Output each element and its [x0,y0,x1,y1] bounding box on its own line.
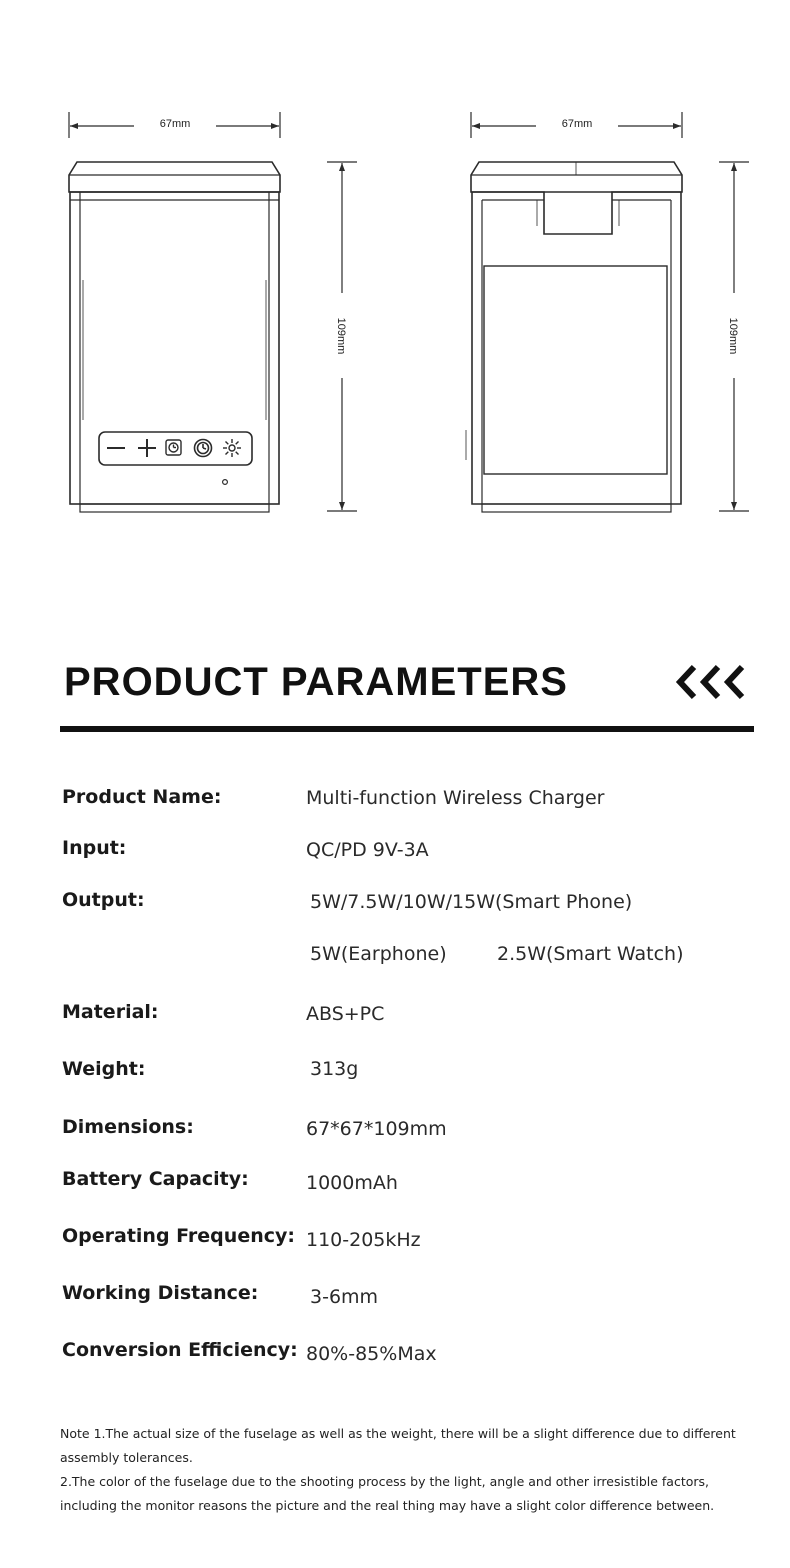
clock-icon [195,440,212,457]
title-divider [60,726,754,732]
triple-chevron-left-icon [676,663,756,703]
param-value-dimensions: 67*67*109mm [306,1118,447,1140]
param-value-input: QC/PD 9V-3A [306,839,429,861]
param-label-battery: Battery Capacity: [62,1168,249,1190]
param-value-output-phone: 5W/7.5W/10W/15W(Smart Phone) [310,891,633,913]
note-2: 2.The color of the fuselage due to the shooting process by the light, angle and other irresistible factors, including the monitor reasons the picture and the real thing may have a slight color difference between. [60,1474,715,1513]
param-value-output-earphone: 5W(Earphone) [310,943,447,965]
back-view-drawing [466,112,749,512]
alarm-clock-icon [166,440,181,455]
section-title: PRODUCT PARAMETERS [64,660,568,704]
param-label-material: Material: [62,1001,159,1023]
param-value-frequency: 110-205kHz [306,1229,421,1251]
param-value-output-watch: 2.5W(Smart Watch) [497,943,684,965]
param-label-distance: Working Distance: [62,1282,259,1304]
notes [60,1422,750,1518]
param-value-weight: 313g [310,1058,359,1080]
back-height-label: 109mm [727,317,739,355]
param-value-efficiency: 80%-85%Max [306,1343,437,1365]
plus-icon [138,439,156,457]
param-label-dimensions: Dimensions: [62,1116,194,1138]
front-width-label: 67mm [159,118,191,130]
param-label-product-name: Product Name: [62,786,222,808]
param-label-frequency: Operating Frequency: [62,1225,295,1247]
brightness-icon [223,439,241,457]
param-label-input: Input: [62,837,127,859]
note-1: Note 1.The actual size of the fuselage as well as the weight, there will be a slight difference due to different assembly tolerances. [60,1426,736,1465]
param-value-material: ABS+PC [306,1003,385,1025]
param-value-battery: 1000mAh [306,1172,398,1194]
param-label-efficiency: Conversion Efficiency: [62,1339,298,1361]
param-value-product-name: Multi-function Wireless Charger [306,787,605,809]
back-width-label: 67mm [561,118,593,130]
param-value-distance: 3-6mm [310,1286,379,1308]
param-label-weight: Weight: [62,1058,146,1080]
param-label-output: Output: [62,889,145,911]
product-drawings [0,0,790,560]
back-panel [484,266,667,474]
indicator-light [223,480,228,485]
front-view-drawing [69,112,357,512]
front-height-label: 109mm [335,317,347,355]
